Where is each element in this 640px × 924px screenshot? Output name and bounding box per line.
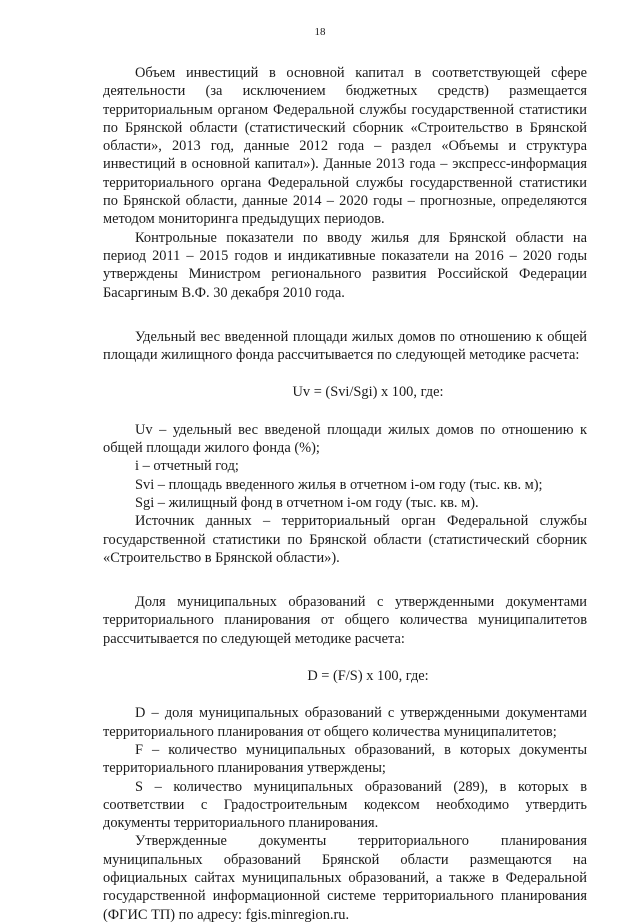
definition-i: i – отчетный год; <box>135 458 239 475</box>
definition-sgi: Sgi – жилищный фонд в отчетном i-ом году (тыс. кв. м). <box>135 494 479 511</box>
paragraph-municipal-share: Доля муниципальных образований с утвержденными документами территориального планирования от общего количества муниципалитетов рассчитывается по следующей методике расчета: <box>103 594 587 647</box>
definition-uv: Uv – удельный вес введеной площади жилых домов по отношению к общей площади жилого фонда (%); <box>103 421 587 457</box>
definition-f: F – количество муниципальных образований, в которых документы территориального планирования утверждены; <box>103 741 587 777</box>
definition-d: D – доля муниципальных образований с утвержденными документами территориального планирования от общего количества муниципалитетов; <box>103 705 587 740</box>
page-number: 18 <box>314 26 326 38</box>
document-body <box>103 64 587 924</box>
formula-uv: Uv = (Svi/Sgi) x 100, где: <box>292 384 444 401</box>
paragraph-share-method: Удельный вес введенной площади жилых домов по отношению к общей площади жилищного фонда рассчитывается по следующей методике расчета: <box>103 328 587 364</box>
definition-svi: Svi – площадь введенного жилья в отчетном i-ом году (тыс. кв. м); <box>135 476 543 493</box>
paragraph-investment: Объем инвестиций в основной капитал в соответствующей сфере деятельности (за исключением бюджетных средств) размещается территориальным органом Федеральной службы государственной статистики по Брянской области (статистический сборник «Строительство в Брянской области», 2013 год, данные 2012 года – раздел «Объемы и структура инвестиций в основной капитал»). Данные 2013 года – экспресс-информация территориального органа Федеральной службы государственной статистики по Брянской области, данные 2014 – 2020 годы – прогнозные, определяются методом мониторинга предыдущих периодов. <box>103 65 587 228</box>
paragraph-data-source: Источник данных – территориальный орган Федеральной службы государственной статистики по Брянской области (статистический сборник «Строительство в Брянской области»). <box>103 513 587 566</box>
paragraph-control-indicators: Контрольные показатели по вводу жилья для Брянской области на период 2011 – 2015 годов и индикативные показатели на 2016 – 2020 годы утверждены Министром регионального развития Российской Федерации Басаргиным В.Ф. 30 декабря 2010 года. <box>103 229 587 301</box>
paragraph-published-documents: Утвержденные документы территориального планирования муниципальных образований Брянской области размещаются на официальных сайтах муниципальных образований, а также в Федеральной государственной информационной системе территориального планирования (ФГИС ТП) по адресу: fgis.minregion.ru. <box>103 833 587 923</box>
definition-s: S – количество муниципальных образований (289), в которых в соответствии с Градостроительным кодексом необходимо утвердить документы территориального планирования. <box>103 778 587 832</box>
formula-d: D = (F/S) x 100, где: <box>307 668 429 685</box>
